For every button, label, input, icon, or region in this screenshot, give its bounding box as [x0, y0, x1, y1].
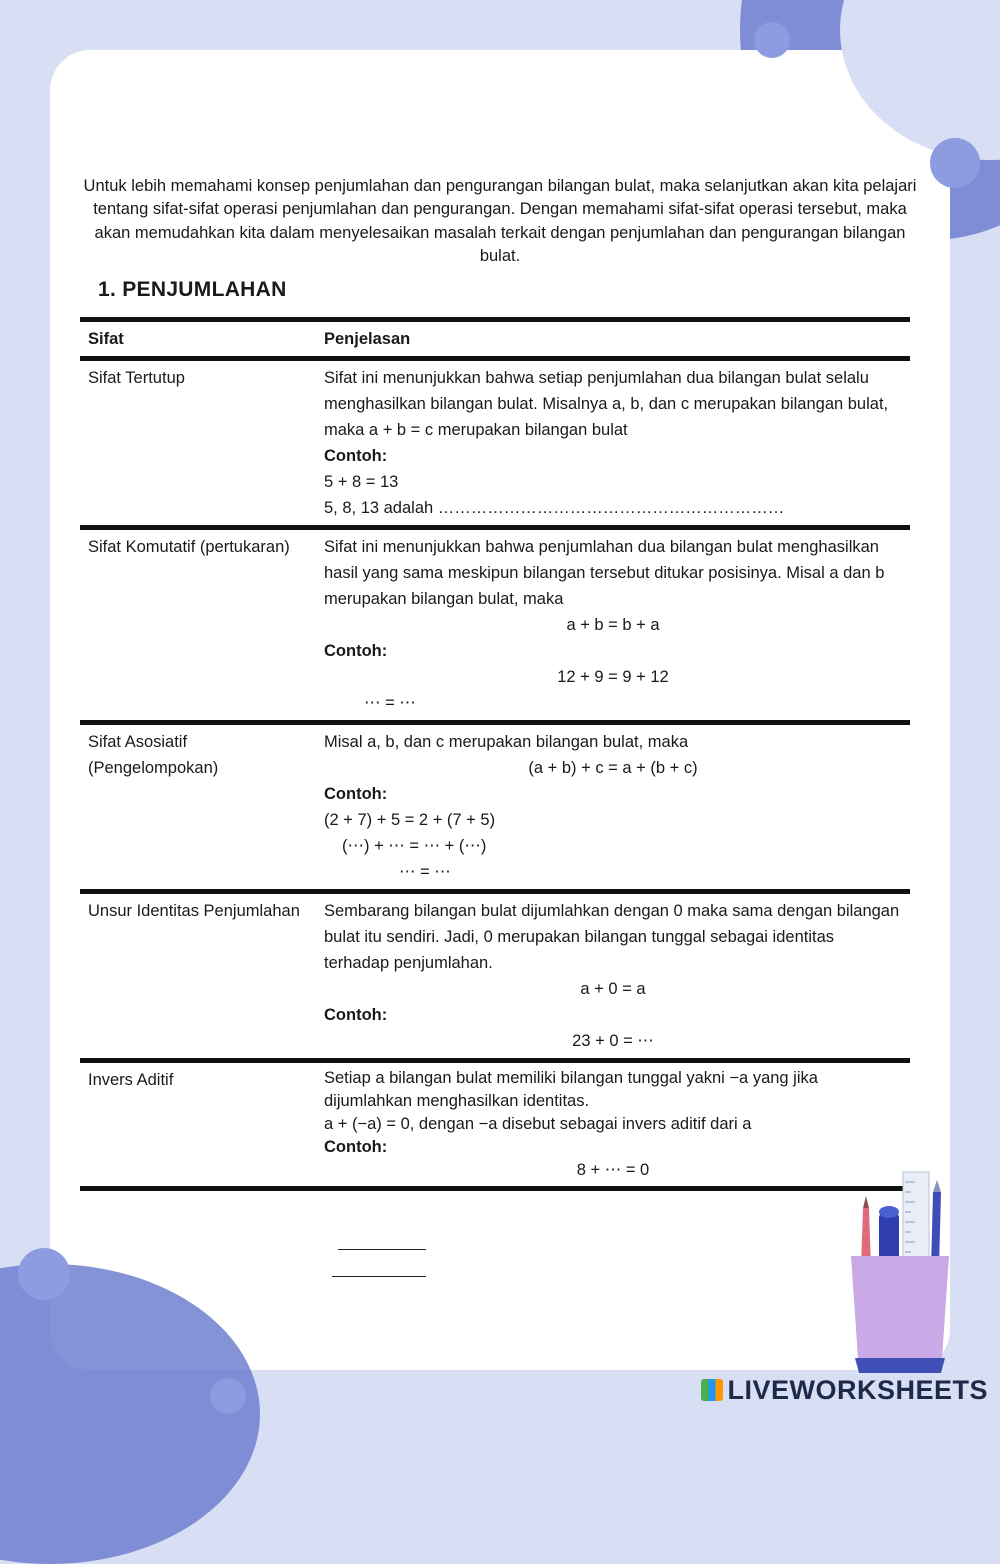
pencil-cup-icon	[845, 1168, 955, 1383]
row-penjelasan	[316, 723, 910, 892]
example-equation: 5 + 8 = 13	[324, 473, 399, 491]
example-label: Contoh:	[324, 447, 388, 465]
table-row	[80, 892, 910, 1061]
formula: (a + b) + c = a + (b + c)	[528, 759, 698, 777]
example-label: Contoh:	[324, 785, 388, 803]
example-fill-blank[interactable]: ⋯ = ⋯	[399, 863, 451, 881]
decor-dot	[210, 1378, 246, 1414]
row-penjelasan	[316, 528, 910, 723]
example-fill-blank[interactable]: 8 + ⋯ = 0	[576, 1161, 650, 1179]
header-penjelasan: Penjelasan	[324, 330, 411, 348]
brand-icon	[701, 1379, 723, 1401]
answer-line[interactable]	[338, 1249, 426, 1250]
table-row	[80, 528, 910, 723]
section-heading: 1. PENJUMLAHAN	[98, 278, 287, 301]
header-sifat: Sifat	[88, 330, 124, 348]
example-label: Contoh:	[324, 1138, 388, 1156]
row-sifat: Sifat Asosiatif (Pengelompokan)	[88, 733, 219, 777]
row-sifat: Sifat Tertutup	[88, 369, 185, 387]
example-fill-blank[interactable]: (⋯) + ⋯ = ⋯ + (⋯)	[342, 837, 487, 855]
explanation-text: Setiap a bilangan bulat memiliki bilangan tunggal yakni −a yang jika dijumlahkan menghasilkan identitas.	[324, 1069, 818, 1110]
row-sifat: Invers Aditif	[88, 1071, 174, 1089]
example-fill-blank[interactable]: 23 + 0 = ⋯	[572, 1032, 654, 1050]
example-fill-blank[interactable]: ⋯ = ⋯	[364, 694, 416, 712]
formula: a + b = b + a	[566, 616, 660, 634]
explanation-text: a + (−a) = 0, dengan −a disebut sebagai invers aditif dari a	[324, 1115, 752, 1133]
row-penjelasan	[316, 359, 910, 528]
liveworksheets-logo: LIVEWORKSHEETS	[701, 1375, 988, 1406]
example-fill-blank[interactable]: 5, 8, 13 adalah ………………………………………………………	[324, 499, 785, 517]
explanation-text: Sifat ini menunjukkan bahwa setiap penjumlahan dua bilangan bulat selalu menghasilkan bilangan bulat. Misalnya a, b, dan c merupakan bilangan bulat, maka a + b = c merupakan bilangan bulat	[324, 369, 889, 439]
explanation-text: Sifat ini menunjukkan bahwa penjumlahan dua bilangan bulat menghasilkan hasil yang sama meskipun bilangan tersebut ditukar posisinya. Misal a dan b merupakan bilangan bulat, maka	[324, 538, 885, 608]
decor-dot	[930, 138, 980, 188]
row-sifat: Sifat Komutatif (pertukaran)	[88, 538, 290, 556]
decor-dot	[18, 1248, 70, 1300]
intro-paragraph: Untuk lebih memahami konsep penjumlahan dan pengurangan bilangan bulat, maka selanjutkan akan kita pelajari tentang sifat-sifat operasi penjumlahan dan pengurangan. Dengan memahami sifat-sifat operasi tersebut, maka akan memudahkan kita dalam menyelesaikan masalah terkait dengan penjumlahan dan pengurangan bilangan bulat.	[83, 176, 917, 265]
row-sifat: Unsur Identitas Penjumlahan	[88, 902, 300, 920]
example-equation: 12 + 9 = 9 + 12	[557, 668, 669, 686]
explanation-text: Sembarang bilangan bulat dijumlahkan dengan 0 maka sama dengan bilangan bulat itu sendiri. Jadi, 0 merupakan bilangan tunggal sebagai identitas terhadap penjumlahan.	[324, 902, 900, 972]
example-label: Contoh:	[324, 642, 388, 660]
answer-line[interactable]	[332, 1276, 426, 1277]
row-penjelasan	[316, 892, 910, 1061]
explanation-text: Misal a, b, dan c merupakan bilangan bulat, maka	[324, 733, 689, 751]
decor-dot	[754, 22, 790, 58]
table-row	[80, 359, 910, 528]
example-equation: (2 + 7) + 5 = 2 + (7 + 5)	[324, 811, 496, 829]
table-header-row	[80, 320, 910, 359]
formula: a + 0 = a	[580, 980, 646, 998]
properties-table	[80, 317, 910, 1191]
example-label: Contoh:	[324, 1006, 388, 1024]
table-row	[80, 723, 910, 892]
table-row	[80, 1061, 910, 1189]
row-penjelasan	[316, 1061, 910, 1189]
